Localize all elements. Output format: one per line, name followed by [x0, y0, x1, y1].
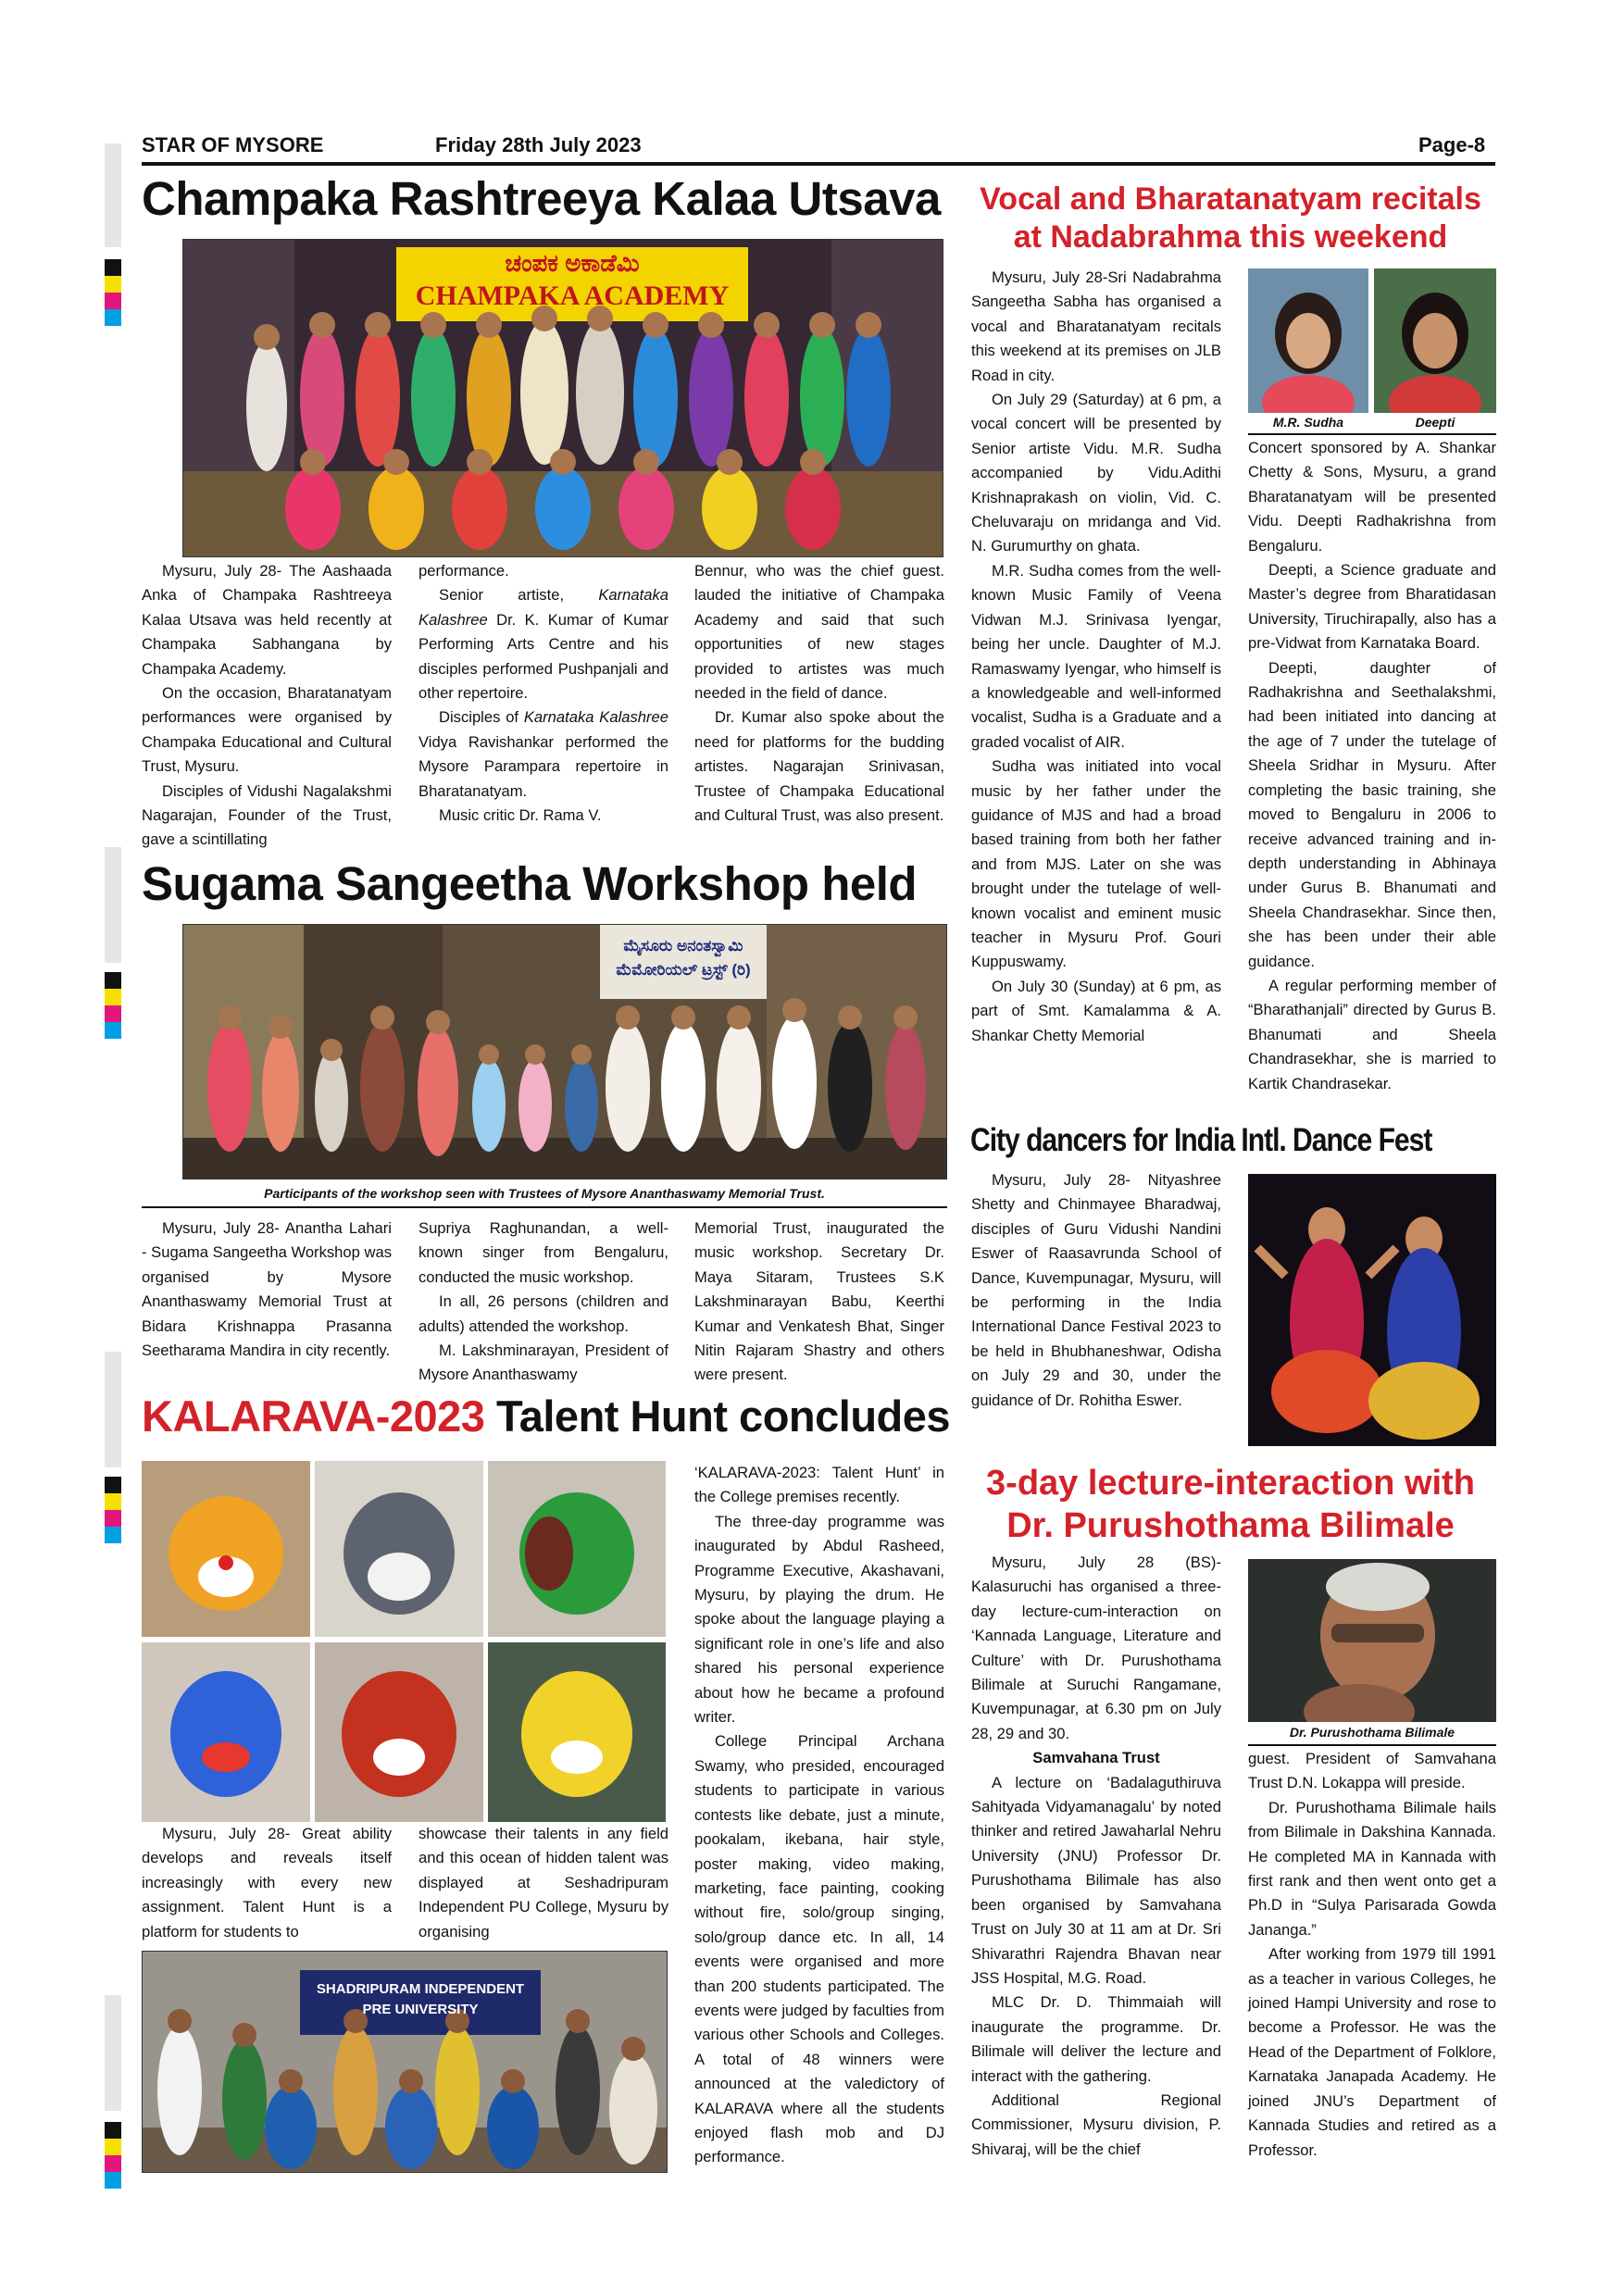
registration-cyan [105, 2172, 121, 2189]
kalarava-headline [142, 1391, 950, 1441]
text-run: Disciples of [439, 708, 524, 727]
kalarava-headline-black: Talent Hunt concludes [484, 1391, 951, 1441]
champaka-paragraph: Dr. Kumar also spoke about the need for platforms for the budding artistes. Nagarajan Srinivasan, Trustee of Champaka Educational and Cultural Trust, was also present. [694, 708, 944, 825]
city-dancers-column [971, 1168, 1221, 1413]
vocal-paragraph: On July 30 (Sunday) at 6 pm, as part of Smt. Kamalamma & A. Shankar Chetty Memorial [971, 977, 1221, 1044]
dancers-photo [1248, 1174, 1496, 1446]
registration-cyan [105, 309, 121, 326]
registration-yellow [105, 2139, 121, 2155]
registration-magenta [105, 1005, 121, 1022]
registration-magenta [105, 2155, 121, 2172]
sugama-paragraph: In all, 26 persons (children and adults) attended the workshop. [418, 1292, 668, 1335]
registration-black [105, 259, 121, 276]
kalarava-winners-photo [142, 1951, 668, 2173]
vocal-paragraph: Sudha was initiated into vocal music by her father under the guidance of MJS and had a broad based training from both her father and from MJS. Later on she was brought under the tutelage of well-known vocalist and eminent music teacher in Mysuru Prof. Gouri Kuppuswamy. [971, 757, 1221, 971]
vocal-paragraph: Deepti, daughter of Radhakrishna and Seethalakshmi, had been initiated into dancing at the age of 7 under the tutelage of Sheela Sridhar in Mysuru. After completing the basic training, she moved to Bengaluru in 2006 to receive advanced training and in-depth understanding in Abhinaya under Gurus B. Bhanumati and Sheela Chandrasekhar. Since then, she has been under their able guidance. [1248, 658, 1496, 970]
champaka-paragraph: Mysuru, July 28- The Aashaada Anka of Champaka Rashtreeya Kalaa Utsava was held recently at Champaka Sabhangana by Champaka Academy. [142, 562, 392, 678]
champaka-headline: Champaka Rashtreeya Kalaa Utsava [142, 172, 941, 225]
bilimale-caption: Dr. Purushothama Bilimale [1289, 1725, 1455, 1740]
sugama-paragraph: M. Lakshminarayan, President of Mysore Ananthaswamy [418, 1341, 668, 1384]
vocal-paragraph: Mysuru, July 28-Sri Nadabrahma Sangeetha Sabha has organised a vocal and Bharatanatyam recitals this weekend at its premises on JLB Road in city. [971, 268, 1221, 384]
champaka-paragraph: performance. [418, 562, 509, 580]
lecture-paragraph: After working from 1979 till 1991 as a teacher in various Colleges, he joined Hampi University and rose to become a Professor. He was the Head of the Department of Folklore, Karnataka Janapada Academy. He joined JNU’s Department of Kannada Studies and retired as a Professor. [1248, 1945, 1496, 2159]
vocal-headline: Vocal and Bharatanatyam recitals at Nadabrahma this weekend [980, 181, 1481, 255]
registration-black [105, 1477, 121, 1493]
registration-cyan [105, 1022, 121, 1039]
text-run: Vidya Ravishankar performed the Mysore Parampara repertoire in Bharatanatyam. [418, 732, 668, 800]
registration-yellow [105, 276, 121, 293]
caption-rule [1248, 1744, 1496, 1746]
caption-rule [1248, 433, 1496, 435]
vocal-paragraph: Concert sponsored by A. Shankar Chetty & Sons, Mysuru, a grand Bharatanatyam will be presented Vidu. Deepti Radhakrishna from Bengaluru. [1248, 439, 1496, 555]
sugama-group-photo [182, 924, 947, 1179]
registration-yellow [105, 989, 121, 1005]
champaka-column-3 [694, 559, 944, 828]
registration-magenta [105, 1510, 121, 1527]
sugama-paragraph: Supriya Raghunandan, a well-known singer from Bengaluru, conducted the music workshop. [418, 1219, 668, 1286]
vocal-caption-deepti: Deepti [1415, 415, 1455, 430]
print-margin-bar [105, 847, 121, 963]
paper-name: STAR OF MYSORE [142, 133, 324, 156]
lecture-paragraph: Mysuru, July 28 (BS)- Kalasuruchi has organised a three-day lecture-cum-interaction on ‘Kannada Language, Literature and Culture’ with Dr. Purushothama Bilimale at Suruchi Rangamane, Kuvempunagar, at 6.30 pm on July 28, 29 and 30. [971, 1554, 1221, 1742]
page-number: Page-8 [1418, 133, 1486, 156]
bilimale-portrait [1248, 1559, 1496, 1722]
registration-yellow [105, 1493, 121, 1510]
print-margin-bar [105, 1995, 121, 2111]
sugama-paragraph: Mysuru, July 28- Anantha Lahari - Sugama Sangeetha Workshop was organised by Mysore Ananthaswamy Memorial Trust at Bidara Krishnappa Prasanna Seetharama Mandira in city recently. [142, 1219, 392, 1360]
champaka-banner-english: CHAMPAKA ACADEMY [415, 281, 730, 311]
champaka-paragraph [418, 705, 668, 804]
registration-magenta [105, 293, 121, 309]
registration-cyan [105, 1527, 121, 1543]
kalarava-paragraph: College Principal Archana Swamy, who presided, encouraged students to participate in various contests like debate, just a minute, pookalam, ikebana, hair style, poster making, video making, marketing, face painting, cooking without fire, solo/group singing, solo/group dance etc. In all, 14 events were organised and more than 200 students participated. The events were judged by faculties from various other Schools and Colleges. A total of 48 winners were announced at the valedictory of KALARAVA where all the students enjoyed flash mob and DJ performance. [694, 1732, 944, 2166]
kalarava-column-1 [142, 1822, 392, 1944]
vocal-caption-sudha: M.R. Sudha [1272, 415, 1344, 430]
lecture-paragraph: Additional Regional Commissioner, Mysuru division, P. Shivaraj, will be the chief [971, 2090, 1221, 2158]
caption-rule [142, 1206, 947, 1208]
text-run: Dr. K. Kumar of Kumar Performing Arts Centre and his disciples performed Pushpanjali and other repertoire. [418, 610, 668, 703]
lecture-paragraph: guest. President of Samvahana Trust D.N. Lokappa will preside. [1248, 1750, 1496, 1792]
champaka-column-1 [142, 559, 392, 853]
sugama-column-1 [142, 1217, 392, 1363]
issue-date: Friday 28th July 2023 [435, 133, 642, 156]
text-run: Senior artiste, [439, 586, 599, 605]
vocal-artiste-photo [1248, 268, 1496, 413]
registration-black [105, 972, 121, 989]
kalarava-headline-red: KALARAVA-2023 [142, 1391, 485, 1441]
sugama-column-2 [418, 1217, 668, 1388]
vocal-paragraph: M.R. Sudha comes from the well-known Music Family of Veena Vidwan M.J. Srinivasa Iyengar, being her uncle. Daughter of M.J. Ramaswamy Iyengar, who himself is a knowledgeable and well-informed vocalist, Sudha is a Graduate and a graded vocalist of AIR. [971, 561, 1221, 751]
kalarava-paragraph: showcase their talents in any field and this ocean of hidden talent was displayed at Seshadripuram Independent PU College, Mysuru by organising [418, 1825, 668, 1940]
champaka-paragraph: Bennur, who was the chief guest. lauded the initiative of Champaka Academy and said that such opportunities of new stages provided to artistes was much needed in the field of dance. [694, 562, 944, 703]
lecture-headline: 3-day lecture-interaction with Dr. Purushothama Bilimale [986, 1464, 1475, 1545]
lecture-column-1 [971, 1551, 1221, 2162]
lecture-paragraph: Dr. Purushothama Bilimale hails from Bilimale in Dakshina Kannada. He completed MA in Kannada with first rank and then went onto get a Ph.D in “Sulya Parisarada Gowda Jananga.” [1248, 1798, 1496, 1939]
award-title: Karnataka Kalashree [523, 708, 668, 727]
city-dancers-paragraph: Mysuru, July 28- Nityashree Shetty and Chinmayee Bharadwaj, disciples of Guru Vidushi Nandini Eswer of Raasavrunda School of Dance, Kuvempunagar, Mysuru, will be performing in the India International Dance Festival 2023 to be held in Bhubhaneshwar, Odisha on July 29 and 30, under the guidance of Dr. Rohitha Eswer. [971, 1171, 1221, 1409]
vocal-paragraph: On July 29 (Saturday) at 6 pm, a vocal concert will be presented by Senior artiste Vidu. M.R. Sudha accompanied by Vidu.Adithi Krishnaprakash on violin, Vid. C. Cheluvaraju on mridanga and Vid. N. Gurumurthy on ghata. [971, 391, 1221, 555]
lecture-subhead: Samvahana Trust [1032, 1749, 1160, 1767]
print-margin-bar [105, 144, 121, 247]
kalarava-column-2 [418, 1822, 668, 1944]
vocal-column-2 [1248, 436, 1496, 1096]
vocal-column-1 [971, 266, 1221, 1048]
champaka-paragraph: Disciples of Vidushi Nagalakshmi Nagarajan, Founder of the Trust, gave a scintillating [142, 781, 392, 849]
lecture-paragraph: MLC Dr. D. Thimmaiah will inaugurate the programme. Dr. Bilimale will deliver the lecture and interact with the gathering. [971, 1993, 1221, 2085]
champaka-group-photo [182, 239, 943, 557]
sugama-column-3 [694, 1217, 944, 1388]
registration-black [105, 2122, 121, 2139]
kalarava-paragraph: The three-day programme was inaugurated by Abdul Rasheed, Programme Executive, Akashavani, Mysuru, by playing the drum. He spoke about the language playing a significant role in one’s life and also shared his personal experience about how he became a profound writer. [694, 1512, 944, 1727]
champaka-paragraph [418, 583, 668, 705]
champaka-banner-kannada: ಚಂಪಕ ಅಕಾಡೆಮಿ [505, 249, 640, 277]
champaka-paragraph: On the occasion, Bharatanatyam performances were organised by Champaka Educational and Cultural Trust, Mysuru. [142, 684, 392, 776]
face-paint-collage [142, 1461, 666, 1822]
kalarava-column-3 [694, 1461, 944, 2170]
header-rule [142, 162, 1495, 166]
champaka-column-2 [418, 559, 668, 828]
college-banner: SHADRIPURAM INDEPENDENT PRE UNIVERSITY [316, 1981, 525, 2017]
kalarava-paragraph: ‘KALARAVA-2023: Talent Hunt’ in the College premises recently. [694, 1464, 944, 1506]
sugama-paragraph: Memorial Trust, inaugurated the music workshop. Secretary Dr. Maya Sitaram, Trustees S.K Lakshminarayan Babu, Keerthi Kumar and Venkatesh Bhat, Singer Nitin Rajaram Shastry and others were present. [694, 1219, 944, 1384]
city-dancers-headline: City dancers for India Intl. Dance Fest [970, 1122, 1432, 1158]
champaka-paragraph: Music critic Dr. Rama V. [439, 806, 602, 825]
sugama-headline: Sugama Sangeetha Workshop held [142, 857, 918, 910]
sugama-photo-caption: Participants of the workshop seen with Trustees of Mysore Ananthaswamy Memorial Trust. [264, 1186, 825, 1201]
vocal-paragraph: A regular performing member of “Bharathanjali” directed by Gurus B. Bhanumati and Sheela Chandrasekhar, she is married to Kartik Chandrasekar. [1248, 976, 1496, 1092]
lecture-paragraph: A lecture on ‘Badalaguthiruva Sahityada Vidyamanagalu’ by noted thinker and retired Jawaharlal Nehru University (JNU) Professor Dr. Purushothama Bilimale has also been organised by Samvahana Trust on July 30 at 11 am at Dr. Sri Shivarathri Rajendra Bhavan near JSS Hospital, M.G. Road. [971, 1773, 1221, 1987]
vocal-paragraph: Deepti, a Science graduate and Master’s degree from Bharatidasan University, Tiruchirapally, also has a pre-Vidwat from Karnataka Board. [1248, 561, 1496, 653]
award-title: Karnataka Kalashree [418, 586, 668, 629]
kalarava-paragraph: Mysuru, July 28- Great ability develops and reveals itself increasingly with every new assignment. Talent Hunt is a platform for students to [142, 1825, 392, 1940]
sugama-banner: ಮೈಸೂರು ಅನಂತಸ್ವಾಮಿ ಮೆಮೋರಿಯಲ್ ಟ್ರಸ್ಟ್ (ರಿ) [616, 937, 751, 979]
lecture-column-2 [1248, 1747, 1496, 2163]
print-margin-bar [105, 1352, 121, 1467]
